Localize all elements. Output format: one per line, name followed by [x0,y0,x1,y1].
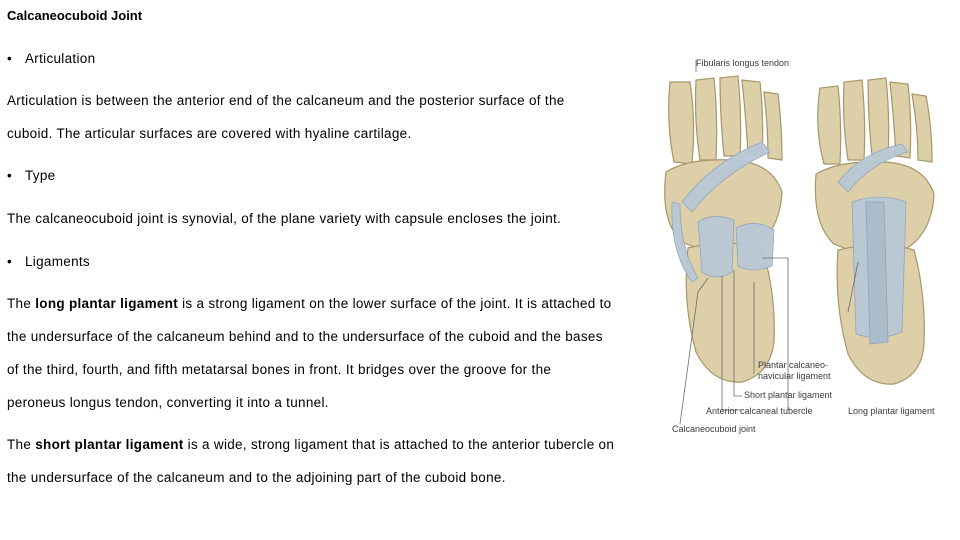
page-title: Calcaneocuboid Joint [7,8,143,23]
label-long-plantar-ligament: Long plantar ligament [848,406,935,416]
long-plantar-term: long plantar ligament [35,296,179,311]
label-short-plantar-ligament: Short plantar ligament [744,390,833,400]
label-fibularis-longus-tendon: Fibularis longus tendon [696,58,790,68]
label-calcaneocuboid-joint: Calcaneocuboid joint [672,424,756,434]
foot-ligament-illustration [652,52,952,442]
bullet-articulation: • Articulation [7,51,96,66]
short-plantar-term: short plantar ligament [35,437,184,452]
long-plantar-text-3: of the third, fourth, and fifth metatarsal bones in front. It bridges over the groove for the [7,362,552,377]
long-plantar-text-2: the undersurface of the calcaneum behind and to the undersurface of the cuboid and the bases [7,329,603,344]
bullet-type: • Type [7,168,56,183]
articulation-text-1: Articulation is between the anterior end of the calcaneum and the posterior surface of the [7,93,565,108]
short-plantar-text-1: The short plantar ligament is a wide, strong ligament that is attached to the anterior tubercle on [7,437,615,452]
bullet-ligaments: • Ligaments [7,254,90,269]
label-anterior-calcaneal-tubercle: Anterior calcaneal tubercle [706,406,813,416]
label-plantar-calcaneonavicular-2: navicular ligament [758,371,831,381]
articulation-text-2: cuboid. The articular surfaces are covered with hyaline cartilage. [7,126,412,141]
short-plantar-text-2: the undersurface of the calcaneum and to the adjoining part of the cuboid bone. [7,470,506,485]
long-plantar-text-1: The long plantar ligament is a strong ligament on the lower surface of the joint. It is attached to [7,296,612,311]
type-text: The calcaneocuboid joint is synovial, of the plane variety with capsule encloses the joint. [7,211,562,226]
long-plantar-text-4: peroneus longus tendon, converting it into a tunnel. [7,395,329,410]
label-plantar-calcaneonavicular-1: Plantar calcaneo- [758,360,829,370]
